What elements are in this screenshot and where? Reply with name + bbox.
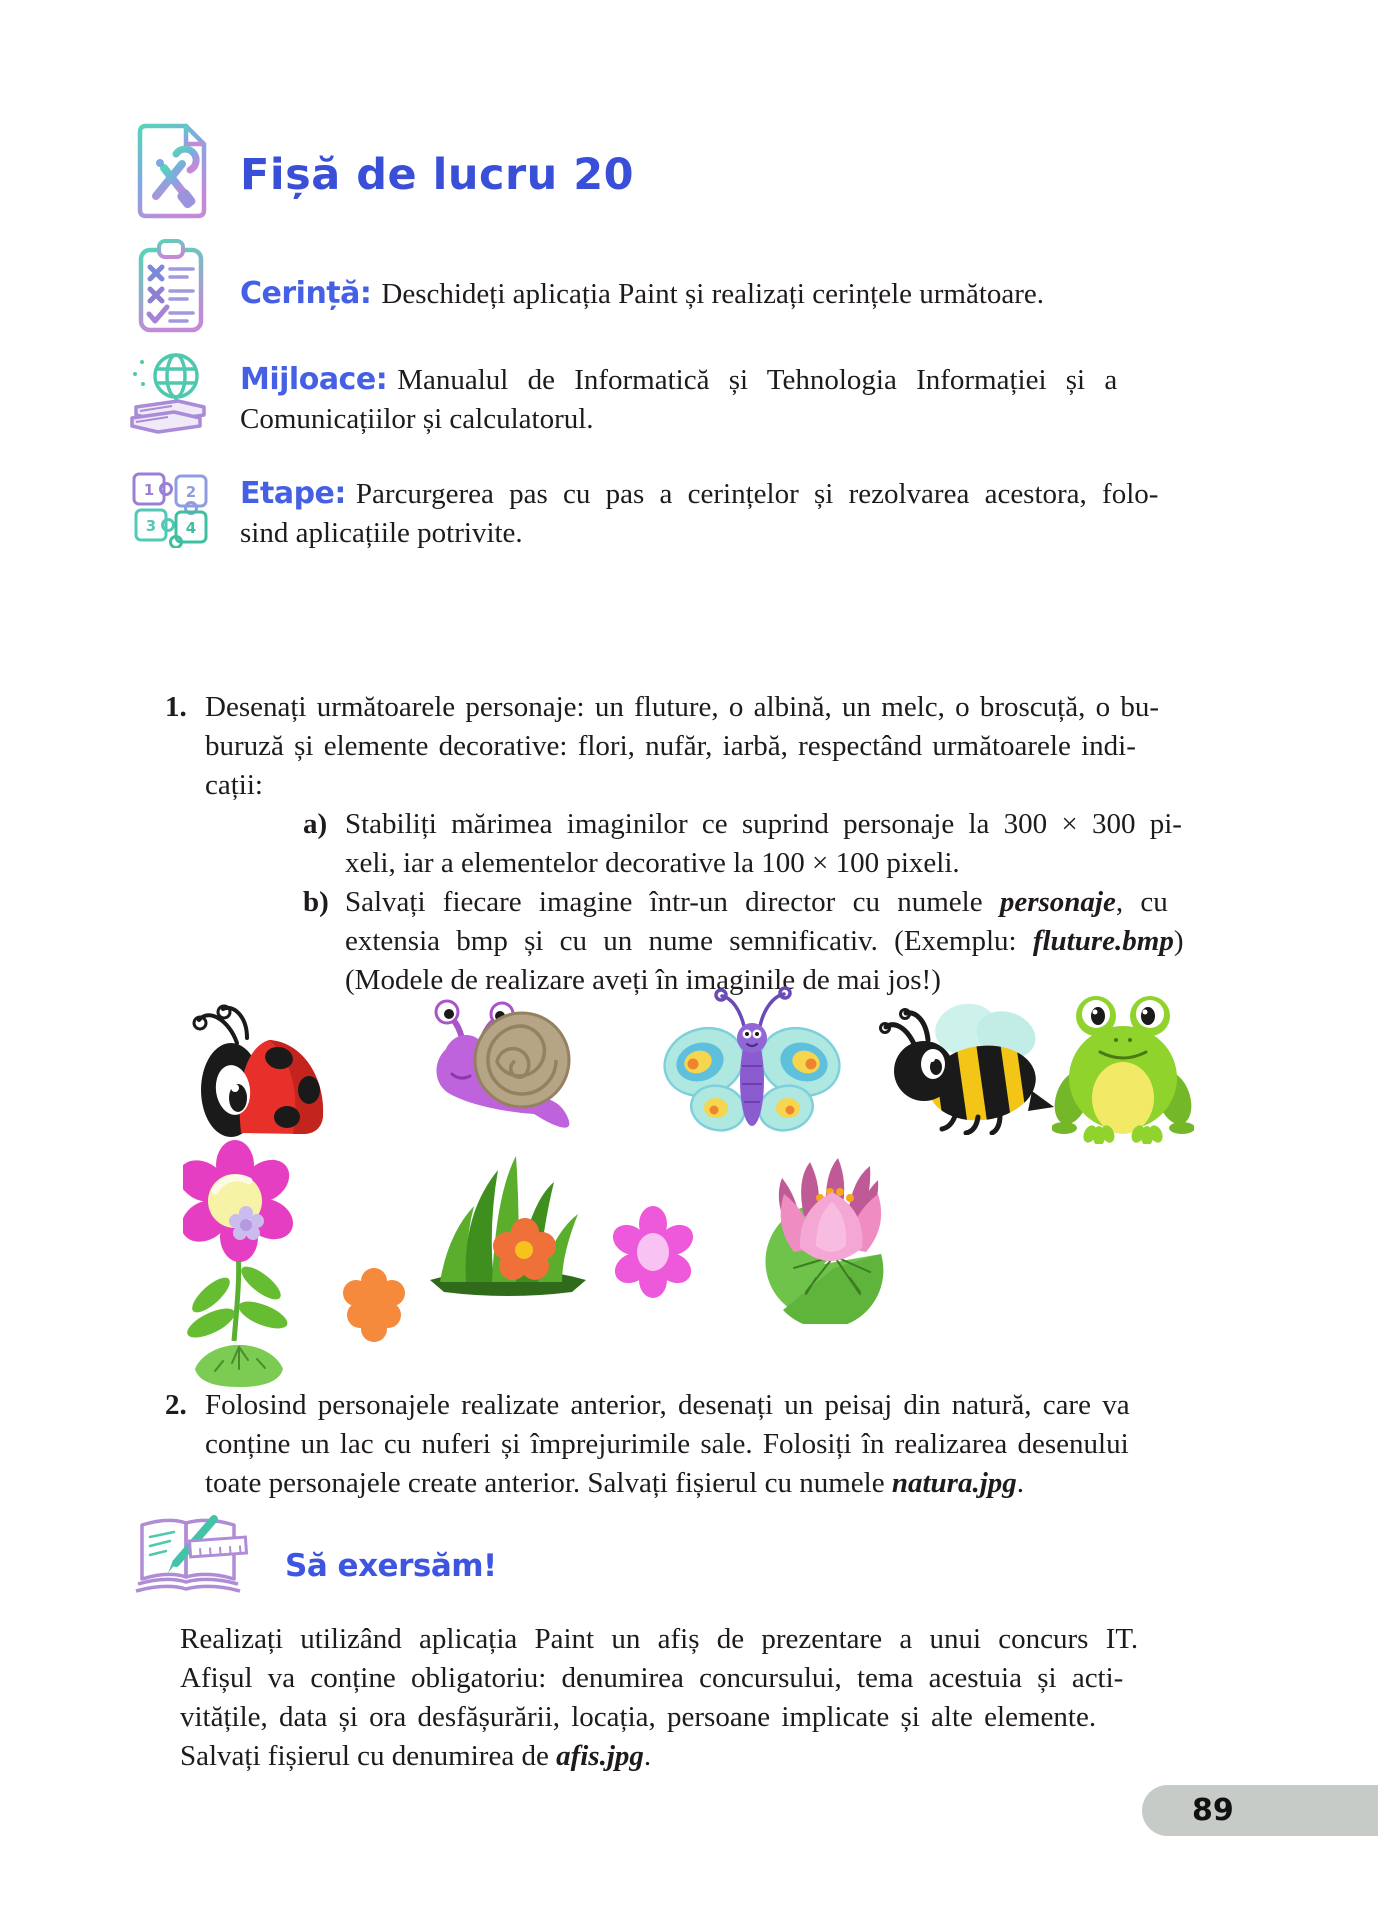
exersam-line1: Realizați utilizând aplicația Paint un afiș de prezentare a unui concurs IT. xyxy=(180,1623,1139,1655)
notebook-pencil-ruler-icon xyxy=(128,1503,258,1605)
clipboard-checklist-icon xyxy=(133,238,209,334)
tools-document-icon xyxy=(128,122,216,220)
frog-illustration xyxy=(1052,988,1194,1144)
etape-line1: Parcurgerea pas cu pas a cerințelor și rezolvarea acestora, folo- xyxy=(355,478,1159,510)
cerinta-text: Deschideți aplicația Paint și realizați cerințele următoare. xyxy=(381,278,1045,310)
mijloace-line2: Comunicațiilor și calculatorul. xyxy=(240,403,594,435)
exersam-line4: Salvați fișierul cu denumirea de afis.jpg. xyxy=(180,1740,652,1772)
item1b-line3: (Modele de realizare aveți în imaginile de mai jos!) xyxy=(345,964,941,996)
grass-with-flower-illustration xyxy=(422,1142,594,1304)
puzzle-number-3: 3 xyxy=(145,517,157,535)
water-lily-illustration xyxy=(738,1152,910,1324)
item1b-line1: Salvați fiecare imagine într-un director cu numele personaje, cu xyxy=(345,886,1168,918)
file-name-fluture-bmp: fluture.bmp xyxy=(1032,925,1174,957)
snail-illustration xyxy=(412,988,590,1146)
page-number-badge xyxy=(1142,1785,1378,1836)
file-name-natura-jpg: natura.jpg xyxy=(891,1467,1017,1499)
etape-label: Etape: xyxy=(240,476,346,511)
item1a-line2: xeli, iar a elementelor decorative la 100 × 100 pixeli. xyxy=(345,847,960,879)
exersam-line2: Afișul va conține obligatoriu: denumirea concursului, tema acestuia și acti- xyxy=(180,1662,1124,1694)
etape-section xyxy=(240,474,1240,553)
mijloace-line1: Manualul de Informatică și Tehnologia Informației și a xyxy=(397,364,1118,396)
page-number: 89 xyxy=(1192,1793,1234,1828)
puzzle-pieces-icon xyxy=(128,468,213,548)
exersam-heading: Să exersăm! xyxy=(285,1548,497,1584)
item2-line3: toate personajele create anterior. Salvați fișierul cu numele natura.jpg. xyxy=(205,1467,1025,1499)
item1-line2: buruză și elemente decorative: flori, nufăr, iarbă, respectând următoarele indi- xyxy=(205,730,1136,762)
bee-illustration xyxy=(862,995,1067,1135)
item1-line3: cații: xyxy=(205,769,263,801)
folder-name-personaje: personaje xyxy=(999,886,1116,918)
item2-line1: Folosind personajele realizate anterior, desenați un peisaj din natură, care va xyxy=(205,1389,1130,1421)
task-item-2 xyxy=(165,1386,1225,1503)
globe-books-icon xyxy=(120,350,215,438)
item1b-line2: extensia bmp și cu un nume semnificativ. (Exemplu: fluture.bmp) xyxy=(345,925,1184,957)
etape-line2: sind aplicațiile potrivite. xyxy=(240,517,523,549)
item1-number: 1. xyxy=(165,691,187,723)
page-title: Fișă de lucru 20 xyxy=(240,150,635,200)
item2-line2: conține un lac cu nuferi și împrejurimile sale. Folosiți în realizarea desenului xyxy=(205,1428,1129,1460)
orange-flower-illustration xyxy=(338,1263,410,1349)
item1-line1: Desenați următoarele personaje: un fluture, o albină, un melc, o broscuță, o bu- xyxy=(205,691,1160,723)
puzzle-number-1: 1 xyxy=(143,481,155,499)
butterfly-illustration xyxy=(652,982,852,1144)
puzzle-number-4: 4 xyxy=(185,519,197,537)
pink-flower-illustration xyxy=(612,1202,694,1304)
file-name-afis-jpg: afis.jpg xyxy=(556,1740,644,1772)
puzzle-number-2: 2 xyxy=(185,483,197,501)
item1a-label: a) xyxy=(303,808,328,840)
cerinta-label: Cerință: xyxy=(240,276,372,311)
mijloace-section xyxy=(240,360,1240,439)
task-item-1 xyxy=(165,688,1225,1000)
flower-illustration xyxy=(183,1133,301,1395)
cerinta-section xyxy=(240,274,1240,314)
exersam-paragraph xyxy=(180,1620,1225,1776)
item2-number: 2. xyxy=(165,1389,187,1421)
exersam-line3: vitățile, data și ora desfășurării, locația, persoane implicate și alte elemente. xyxy=(180,1701,1097,1733)
mijloace-label: Mijloace: xyxy=(240,362,388,397)
item1a-line1: Stabiliți mărimea imaginilor ce suprind personaje la 300 × 300 pi- xyxy=(345,808,1182,840)
ladybug-illustration xyxy=(185,998,335,1146)
item1b-label: b) xyxy=(303,886,329,918)
